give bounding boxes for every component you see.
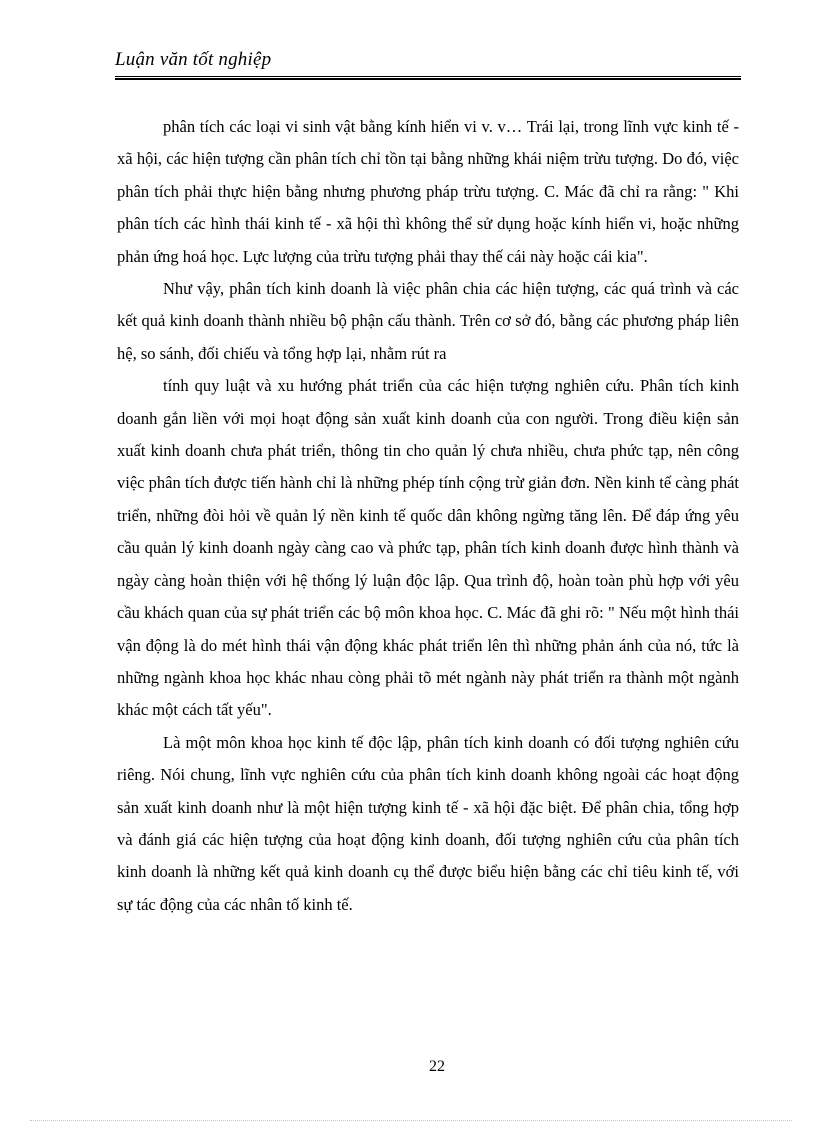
body-paragraph: Là một môn khoa học kinh tế độc lập, phân tích kinh doanh có đối tượng nghiên cứu riêng. Nói chung, lĩnh vực nghiên cứu của phân tích kinh doanh không ngoài các hoạt động sản xuất kinh doanh như là một hiện tượng kinh tế - xã hội đặc biệt. Để phân chia, tổng hợp và đánh giá các hiện tượng của hoạt động kinh doanh, đối tượng nghiên cứu của phân tích kinh doanh là những kết quả kinh doanh cụ thể được biểu hiện bằng các chỉ tiêu kinh tế, với sự tác động của các nhân tố kinh tế.	[117, 732, 739, 914]
page-header	[115, 48, 741, 80]
header-rule-thick	[115, 78, 741, 80]
header-rule-thin	[115, 76, 741, 77]
footer-divider	[30, 1120, 792, 1121]
header-title: Luận văn tốt nghiệp	[115, 49, 272, 70]
page-number: 22	[429, 1058, 445, 1075]
document-body	[117, 111, 739, 921]
body-paragraph: Như vậy, phân tích kinh doanh là việc phân chia các hiện tượng, các quá trình và các kết quả kinh doanh thành nhiều bộ phận cấu thành. Trên cơ sở đó, bằng các phương pháp liên hệ, so sánh, đối chiếu và tổng hợp lại, nhằm rút ra	[117, 279, 739, 363]
body-paragraph: tính quy luật và xu hướng phát triển của các hiện tượng nghiên cứu. Phân tích kinh doanh gắn liền với mọi hoạt động sản xuất kinh doanh của con người. Trong điều kiện sản xuất kinh doanh chưa phát triển, thông tin cho quản lý chưa nhiều, chưa phức tạp, nên công việc phân tích được tiến hành chỉ là những phép tính cộng trừ giản đơn. Nền kinh tế càng phát triển, những đòi hỏi về quản lý nền kinh tế quốc dân không ngừng tăng lên. Để đáp ứng yêu cầu quản lý kinh doanh ngày càng cao và phức tạp, phân tích kinh doanh được hình thành và ngày càng hoàn thiện với hệ thống lý luận độc lập. Qua trình độ, hoàn toàn phù hợp với yêu cầu khách quan của sự phát triển các bộ môn khoa học. C. Mác đã ghi rõ: " Nếu một hình thái vận động là do mét hình thái vận động khác phát triển lên thì những phản ánh của nó, tức là những ngành khoa học khác nhau còng phải tõ mét ngành này phát triển ra thành một ngành khác một cách tất yếu".	[117, 376, 739, 720]
body-paragraph: phân tích các loại vi sinh vật bằng kính hiển vi v. v… Trái lại, trong lĩnh vực kinh tế - xã hội, các hiện tượng cần phân tích chỉ tồn tại bằng những khái niệm trừu tượng. Do đó, việc phân tích phải thực hiện bằng nhưng phương pháp trừu tượng. C. Mác đã chỉ ra rằng: " Khi phân tích các hình thái kinh tế - xã hội thì không thể sử dụng hoặc kính hiển vi, hoặc những phản ứng hoá học. Lực lượng của trừu tượng phải thay thế cái này hoặc cái kia".	[117, 117, 739, 266]
